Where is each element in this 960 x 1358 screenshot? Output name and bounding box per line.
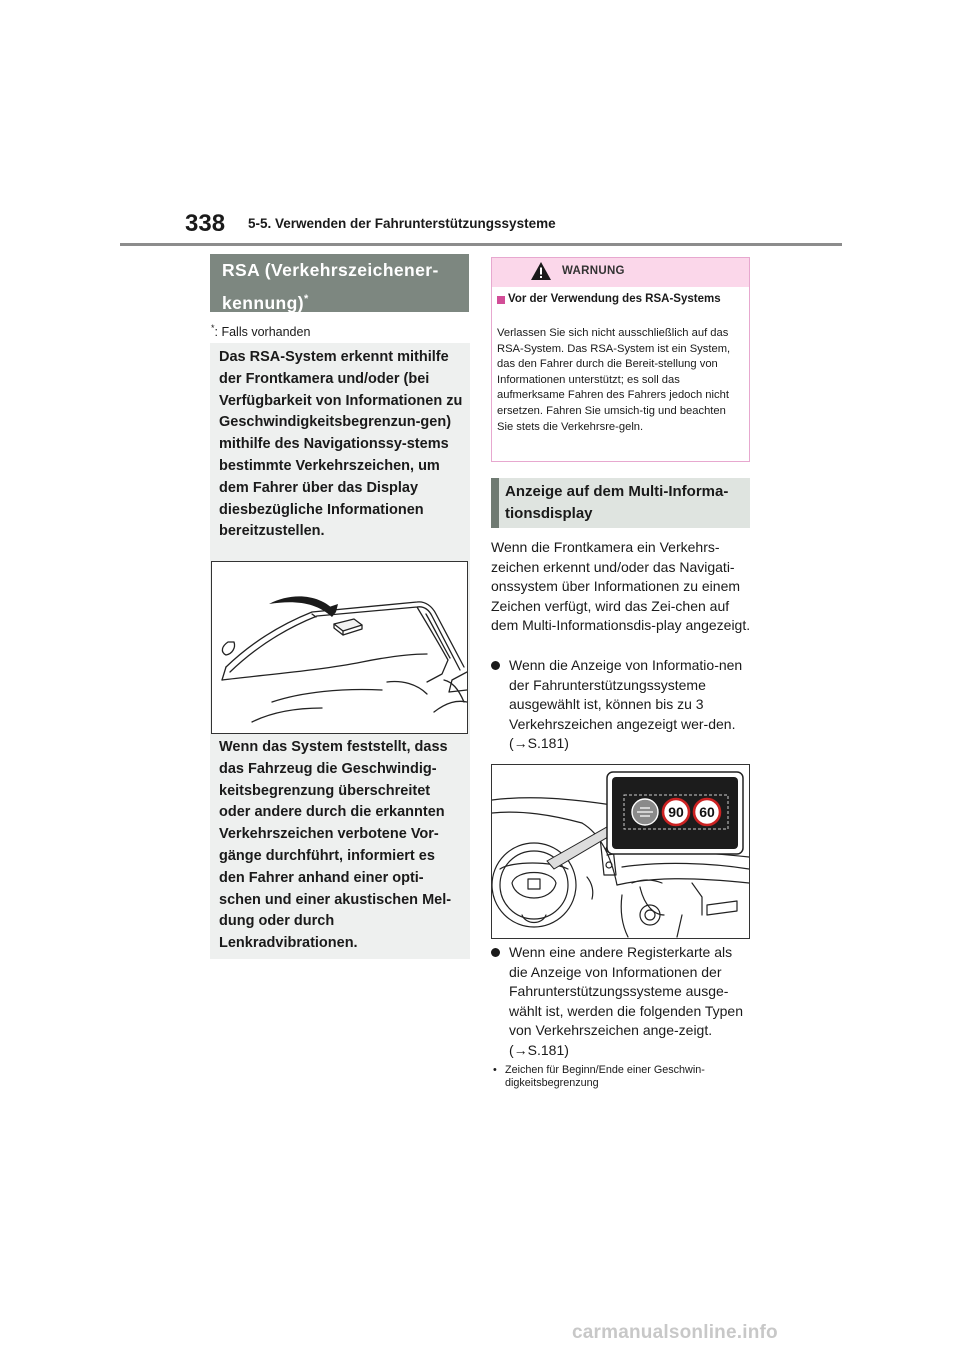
section-title: 5-5. Verwenden der Fahrunterstützungssysteme — [248, 216, 556, 231]
sub-bullet-text: Zeichen für Beginn/Ende einer Geschwin-digkeitsbegrenzung — [505, 1064, 705, 1089]
warning-title: WARNUNG — [562, 265, 625, 277]
speed-sign-90: 90 — [668, 804, 684, 820]
rsa-section-heading — [210, 254, 469, 312]
bullet-dot-icon — [491, 661, 500, 670]
speed-sign-60: 60 — [699, 804, 715, 820]
warning-square-bullet-icon — [497, 296, 505, 304]
dashboard-display-illustration — [491, 764, 750, 939]
bullet-text: Wenn eine andere Registerkarte als die Anzeige von Informationen der Fahrunterstützungssysteme ausge-wählt ist, werden die folgenden Typen von Verkehrszeichen ange-zeigt. (→S.181) — [509, 944, 744, 1058]
page-number: 338 — [185, 210, 226, 237]
header-rule — [120, 243, 842, 246]
warning-subtitle: Vor der Verwendung des RSA-Systems — [508, 293, 721, 305]
windshield-drawing — [212, 562, 467, 733]
rsa-description: Das RSA-System erkennt mithilfe der Frontkamera und/oder (bei Verfügbarkeit von Informationen zu Geschwindigkeitsbegrenzun-gen) mithilfe des Navigationssy-stems bestimmte Verkehrszeichen, um dem Fahrer über das Display diesbezügliche Informationen bereitzustellen. — [219, 349, 463, 540]
footnote-asterisk: * — [211, 323, 215, 333]
rsa-warning-description: Wenn das System feststellt, dass das Fahrzeug die Geschwindig-keitsbegrenzung überschreitet oder andere durch die erkannten Verkehrszeichen verbotene Vor-gänge durchführt, informiert es den Fahrer anhand einer opti-schen und einer akustischen Mel-dung oder durch Lenkradvibrationen. — [219, 739, 452, 952]
warning-box — [491, 257, 750, 462]
rsa-heading-text: RSA (Verkehrszeichener-kennung) — [222, 260, 439, 313]
dashboard-drawing — [492, 765, 749, 938]
warning-header — [492, 258, 749, 287]
warning-body: Verlassen Sie sich nicht ausschließlich auf das RSA-System. Das RSA-System ist ein System, das den Fahrer durch die Bereit-stellung von Informationen unterstützt; es soll das aufmerksame Fahren des Fahrers jedoch nicht ersetzen. Fahren Sie umsich-tig und beachten Sie stets die Verkehrsre-geln. — [497, 327, 731, 433]
windshield-camera-illustration — [211, 561, 468, 734]
footnote-text: : Falls vorhanden — [214, 325, 311, 340]
bullet-text: Wenn die Anzeige von Informatio-nen der Fahrunterstützungssysteme ausgewählt ist, können bis zu 3 Verkehrszeichen angezeigt wer-den. (→S.181) — [509, 657, 743, 752]
rsa-heading-asterisk: * — [303, 293, 309, 305]
sub-bullet-mark: • — [493, 1064, 497, 1076]
display-intro: Wenn die Frontkamera ein Verkehrs-zeichen erkennt und/oder das Navigati-onssystem über Informationen zu einem Zeichen verfügt, wird das Zei-chen auf dem Multi-Informationsdis-play angezeigt. — [491, 539, 751, 634]
watermark: carmanualsonline.info — [572, 1322, 778, 1343]
bullet-dot-icon — [491, 948, 500, 957]
display-section-heading: Anzeige auf dem Multi-Informa-tionsdisplay — [491, 478, 750, 528]
warning-triangle-icon — [530, 261, 552, 281]
footnote — [211, 323, 310, 339]
